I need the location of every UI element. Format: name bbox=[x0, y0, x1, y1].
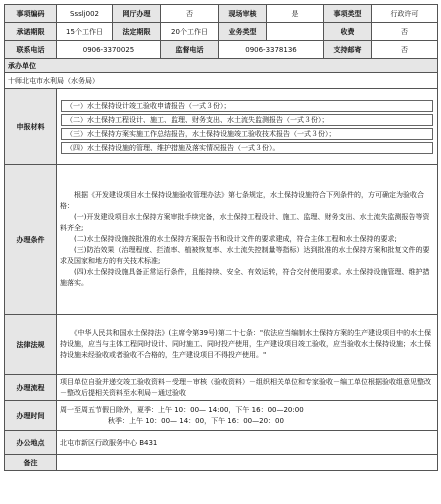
mail-value: 否 bbox=[372, 41, 438, 59]
material-item: （一）水土保持设计竣工验收申请报告（一式３份）； bbox=[61, 100, 433, 112]
fee-value: 否 bbox=[372, 23, 438, 41]
web-label: 网厅办理 bbox=[113, 5, 161, 23]
row-remarks bbox=[5, 455, 438, 471]
flow-label: 办理流程 bbox=[5, 375, 57, 401]
condition-paragraph: 根据《开发建设项目水土保持设施验收管理办法》第七条规定，水土保持设施符合下列条件的，方可确定为验收合格： bbox=[60, 191, 424, 210]
business-value bbox=[267, 23, 324, 41]
row-unit-header bbox=[5, 59, 438, 73]
materials-list bbox=[57, 89, 438, 165]
mail-label: 支持邮寄 bbox=[324, 41, 372, 59]
row-materials bbox=[5, 89, 438, 165]
onsite-label: 现场审核 bbox=[219, 5, 267, 23]
hours-label: 办理时间 bbox=[5, 401, 57, 431]
conditions-text bbox=[57, 165, 438, 315]
materials-label: 申报材料 bbox=[5, 89, 57, 165]
material-item: （四）水土保持设施的管理、维护措施及落实情况报告（一式３份）。 bbox=[61, 142, 433, 154]
row-law bbox=[5, 315, 438, 375]
row-code bbox=[5, 5, 438, 23]
row-address bbox=[5, 431, 438, 455]
row-flow bbox=[5, 375, 438, 401]
law-cell bbox=[57, 315, 438, 375]
type-label: 事项类型 bbox=[324, 5, 372, 23]
row-unit-value bbox=[5, 73, 438, 89]
legal-value: 20个工作日 bbox=[161, 23, 219, 41]
promise-label: 承诺期限 bbox=[5, 23, 57, 41]
legal-label: 法定期限 bbox=[113, 23, 161, 41]
code-value: Ssslj002 bbox=[57, 5, 113, 23]
law-label: 法律法规 bbox=[5, 315, 57, 375]
row-conditions bbox=[5, 165, 438, 315]
service-item-sheet bbox=[4, 4, 437, 496]
business-label: 业务类型 bbox=[219, 23, 267, 41]
code-label: 事项编码 bbox=[5, 5, 57, 23]
material-item: （三）水土保持方案实施工作总结报告，水土保持设施竣工验收技术报告（一式３份）； bbox=[61, 128, 433, 140]
unit-value: 十师北屯市水利局（水务局） bbox=[5, 73, 438, 89]
type-value: 行政许可 bbox=[372, 5, 438, 23]
law-text: 《中华人民共和国水土保持法》(主席令第39号)第二十七条："依法应当编制水土保持方案的生产建设项目中的水土保持设施，应当与主体工程同时设计、同时施工、同时投产使用，生产建设项目竣工验收，应当验收水土保持设施；水土保持设施未经验收或者验收不合格的，生产建设项目不得投产使用。" bbox=[60, 329, 432, 359]
phone-value: 0906-3370025 bbox=[57, 41, 161, 59]
condition-paragraph: (三)防治效果（治理程度、拦渣率、植被恢复率、水土流失控制量等指标）达到批准的水土保持方案和批复文件的要求及国家和地方的有关技术标准; bbox=[60, 246, 430, 265]
onsite-value: 是 bbox=[267, 5, 324, 23]
condition-paragraph: (四)水土保持设施具备正常运行条件，且能持续、安全、有效运转，符合交付使用要求。水土保持设施管理、维护措施落实。 bbox=[60, 268, 430, 287]
hours-autumn: 秋季：上午 10：00— 14：00，下午 16：00—20：00 bbox=[108, 416, 284, 425]
hours-cell bbox=[57, 401, 438, 431]
address-value: 北屯市新区行政服务中心 B431 bbox=[57, 431, 438, 455]
row-deadline bbox=[5, 23, 438, 41]
row-contact bbox=[5, 41, 438, 59]
conditions-label: 办理条件 bbox=[5, 165, 57, 315]
row-hours bbox=[5, 401, 438, 431]
fee-label: 收费 bbox=[324, 23, 372, 41]
promise-value: 15个工作日 bbox=[57, 23, 113, 41]
condition-paragraph: (一)开发建设项目水土保持方案审批手续完备，水土保持工程设计、施工、监理、财务支出、水土流失监测报告等资料齐全; bbox=[60, 213, 430, 232]
remarks-label: 备注 bbox=[5, 455, 57, 471]
material-item: （二）水土保持工程设计、施工、监理、财务支出、水土流失监测报告（一式３份）； bbox=[61, 114, 433, 126]
web-value: 否 bbox=[161, 5, 219, 23]
supervise-value: 0906-3378136 bbox=[219, 41, 324, 59]
unit-header: 承办单位 bbox=[5, 59, 438, 73]
phone-label: 联系电话 bbox=[5, 41, 57, 59]
service-item-table bbox=[4, 4, 438, 471]
address-label: 办公地点 bbox=[5, 431, 57, 455]
remarks-value bbox=[57, 455, 438, 471]
condition-paragraph: (二)水土保持设施按批准的水土保持方案报告书和设计文件的要求建成，符合主体工程和水土保持的要求; bbox=[74, 235, 397, 243]
supervise-label: 监督电话 bbox=[161, 41, 219, 59]
flow-text: 项目单位自验并递交竣工验收资料－受理－审核（验收资料）－组织相关单位和专家验收－编工单位根据验收组意见整改－整改后提相关资料至水利局－通过验收 bbox=[57, 375, 438, 401]
hours-summer: 周一至周五节假日除外，夏季：上午 10：00— 14:00，下午 16：00—20:00 bbox=[60, 405, 304, 414]
